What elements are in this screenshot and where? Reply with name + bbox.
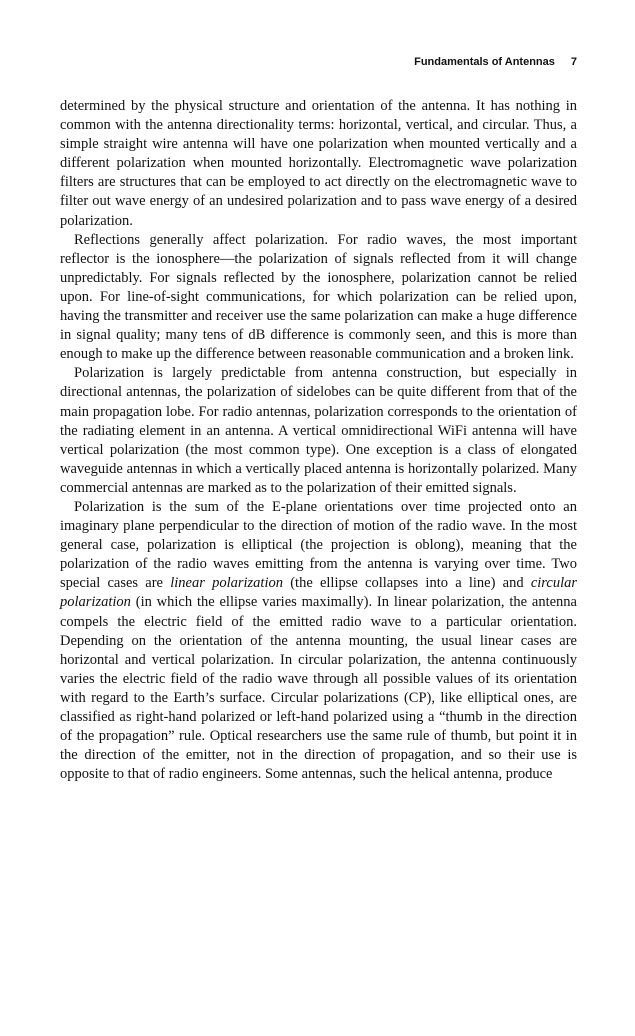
paragraph-4-text-b: (the ellipse collapses into a line) and (282, 575, 531, 592)
term-linear-polarization: linear polarization (170, 575, 283, 592)
paragraph-1: determined by the physical structure and orientation of the antenna. It has nothing in common with the antenna directionality terms: horizontal, vertical, and circular. Thus, a simple straight wire antenna will have one polarization when mounted vertically and a different polarization when mounted horizontally. Electromagnetic wave polarization filters are structures that can be employed to act directly on the electromagnetic wave to filter out wave energy of an undesired polarization and to pass wave energy of a desired polarization. (60, 98, 577, 229)
chapter-title: Fundamentals of Antennas (414, 56, 555, 68)
term-circular-polarization: circular polarization (60, 575, 577, 611)
running-header (414, 56, 577, 68)
paragraph-2: Reflections generally affect polarization. For radio waves, the most important reflector is the ionosphere—the polarization of signals reflected from it will change unpredictably. For signals reflected by the ionosphere, polarization cannot be relied upon. For line-of-sight communications, for which polarization can be relied upon, having the transmitter and receiver use the same polarization can make a huge difference in signal quality; many tens of dB difference is commonly seen, and this is more than enough to make up the difference between reasonable communication and a broken link. (60, 231, 577, 363)
paragraph-4 (60, 498, 577, 784)
paragraph-3: Polarization is largely predictable from antenna construction, but especially in directional antennas, the polarization of sidelobes can be quite different from that of the main propagation lobe. For radio antennas, polarization corresponds to the orientation of the radiating element in an antenna. A vertical omnidirectional WiFi antenna will have vertical polarization (the most common type). One exception is a class of elongated waveguide antennas in which a vertically placed antenna is horizontally polarized. Many commercial antennas are marked as to the polarization of their emitted signals. (60, 365, 577, 496)
paragraph-4-text-a: Polarization is the sum of the E-plane orientations over time projected onto an imaginary plane perpendicular to the direction of motion of the radio wave. In the most general case, polarization is elliptical (the projection is oblong), meaning that the polarization of the radio waves emitting from the antenna is varying over time. Two special cases are (60, 498, 577, 592)
paragraph-4-text-c: (in which the ellipse varies maximally). In linear polarization, the antenna compels the electric field of the emitted radio wave to a particular orientation. Depending on the orientation of the antenna mounting, the usual linear cases are horizontal and vertical polarization. In circular polarization, the antenna continuously varies the electric field of the radio wave through all possible values of its orientation with regard to the Earth’s surface. Circular polarizations (CP), like elliptical ones, are classified as right-hand polarized or left-hand polarized using a “thumb in the direction of the propagation” rule. Optical researchers use the same rule of thumb, but point it in the direction of the emitter, not in the direction of propagation, and so their use is opposite to that of radio engineers. Some antennas, such the helical antenna, produce (60, 594, 577, 783)
page-number: 7 (570, 56, 577, 68)
body-text (60, 97, 577, 784)
